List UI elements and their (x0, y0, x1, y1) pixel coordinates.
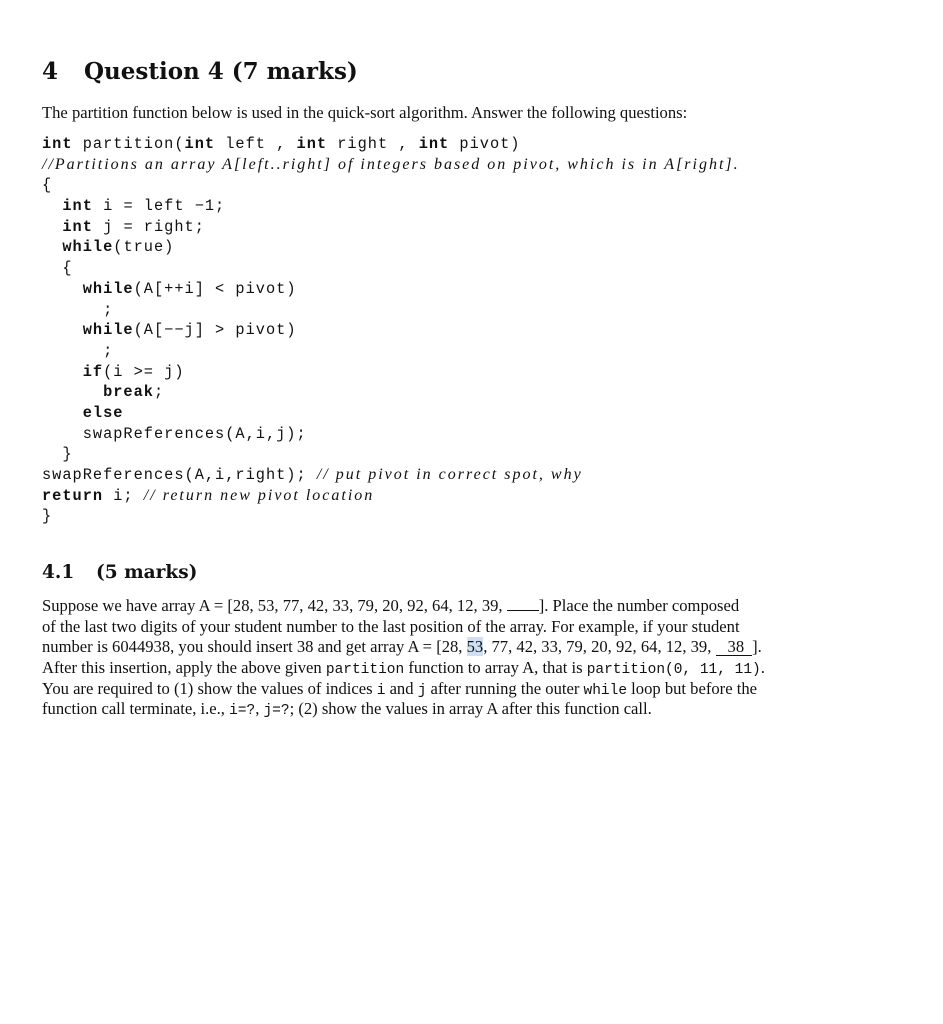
text-run: after running the outer (426, 678, 584, 698)
code-text: ; (103, 341, 114, 360)
code-keyword: int (42, 135, 73, 153)
code-text: { (62, 259, 73, 278)
code-text: i = left −1; (92, 197, 226, 216)
code-keyword: while (82, 321, 134, 340)
text-run: loop but before the (627, 678, 757, 698)
code-text: (A[−−j] > pivot) (133, 321, 297, 340)
code-line (42, 258, 740, 279)
code-keyword: while (82, 279, 134, 298)
code-text: (true) (113, 238, 175, 257)
code-text: } (42, 507, 53, 526)
code-line (42, 444, 740, 465)
code-keyword: int (62, 217, 93, 236)
answer-blank (507, 596, 539, 611)
code-keyword: return (42, 486, 104, 505)
inline-code: partition (325, 662, 405, 679)
code-keyword: else (82, 403, 124, 422)
text-run: , (255, 699, 264, 719)
intro-text: The partition function below is used in the quick-sort algorithm. Answer the following questions: (42, 103, 688, 122)
code-comment: // put pivot in correct spot, why (316, 466, 583, 483)
code-keyword: int (418, 135, 450, 153)
code-text: partition( (72, 135, 185, 153)
text-run: Suppose we have array A = [28, 53, 77, 42, 33, 79, 20, 92, 64, 12, 39, (42, 596, 507, 615)
code-comment: //Partitions an array A[left..right] of integers based on pivot, which is in A[right]. (42, 155, 740, 173)
code-line (42, 217, 740, 238)
code-text: left , (215, 135, 297, 153)
paragraph-line (42, 679, 872, 700)
text-run: , 77, 42, 33, 79, 20, 92, 64, 12, 39, (483, 637, 716, 657)
code-keyword: if (82, 362, 104, 381)
code-line (42, 196, 740, 217)
subsection-heading (42, 562, 197, 583)
code-text: (A[++i] < pivot) (133, 279, 297, 298)
code-text: swapReferences(A,i,right); (42, 466, 317, 484)
section-heading (42, 58, 358, 85)
code-line (42, 465, 740, 486)
code-line-doc-comment (42, 155, 740, 176)
code-line (42, 237, 740, 258)
text-run: . (760, 658, 765, 678)
code-line (42, 362, 740, 383)
subsection-number: 4.1 (42, 562, 75, 583)
code-text: pivot) (449, 135, 521, 153)
text-run: ]. (752, 637, 762, 657)
code-text: (i >= j) (103, 362, 185, 381)
code-keyword: break (103, 383, 154, 402)
text-run: and (385, 678, 418, 698)
code-line (42, 300, 740, 321)
inline-code: while (583, 682, 628, 699)
text-run: You are required to (1) show the values of indices (42, 678, 377, 698)
text-run: of the last two digits of your student number to the last position of the array. For example, if your student (42, 616, 740, 636)
paragraph-line (42, 617, 872, 638)
subsection-title: (5 marks) (96, 562, 198, 583)
text-run: ; (2) show the values in array A after this function call. (289, 699, 652, 719)
code-line (42, 175, 740, 196)
text-run: function to array A, that is (404, 658, 587, 678)
code-text: ; (153, 383, 165, 402)
code-line (42, 341, 740, 362)
filled-blank: 38 (716, 639, 753, 656)
code-keyword: int (62, 197, 93, 216)
text-run: After this insertion, apply the above given (42, 658, 326, 678)
code-line (42, 506, 740, 527)
code-line (42, 320, 740, 341)
code-keyword: int (184, 135, 216, 153)
paragraph-line (42, 596, 872, 617)
paragraph-line (42, 699, 872, 720)
code-line (42, 279, 740, 300)
text-run: number is 6044938, you should insert 38 and get array A = [28, (42, 637, 467, 657)
code-text: ; (103, 300, 114, 319)
code-line-signature (42, 134, 740, 155)
code-keyword: while (62, 238, 114, 257)
code-listing (42, 134, 740, 527)
highlighted-text: 53 (466, 637, 484, 657)
text-run: function call terminate, i.e., (42, 699, 230, 719)
text-run: ]. Place the number composed (538, 596, 740, 615)
code-text: swapReferences(A,i,j); (82, 424, 307, 443)
code-text: j = right; (92, 217, 205, 236)
section-title: Question 4 (7 marks) (84, 58, 358, 85)
code-line (42, 382, 740, 403)
question-paragraph (42, 596, 872, 720)
code-line (42, 424, 740, 445)
inline-code: i=? (229, 703, 256, 720)
code-text: } (62, 445, 73, 464)
code-text: right , (327, 135, 419, 153)
paragraph-line (42, 658, 872, 679)
code-line (42, 403, 740, 424)
inline-code: partition(0, 11, 11) (586, 662, 761, 679)
inline-code: i (376, 682, 386, 699)
code-text: i; (103, 486, 144, 505)
code-keyword: int (296, 135, 328, 153)
paragraph-line (42, 637, 872, 658)
inline-code: j=? (263, 703, 290, 720)
code-text: { (42, 176, 53, 195)
code-comment: // return new pivot location (143, 486, 375, 504)
section-number: 4 (42, 58, 59, 85)
code-line (42, 486, 740, 507)
inline-code: j (417, 682, 427, 699)
